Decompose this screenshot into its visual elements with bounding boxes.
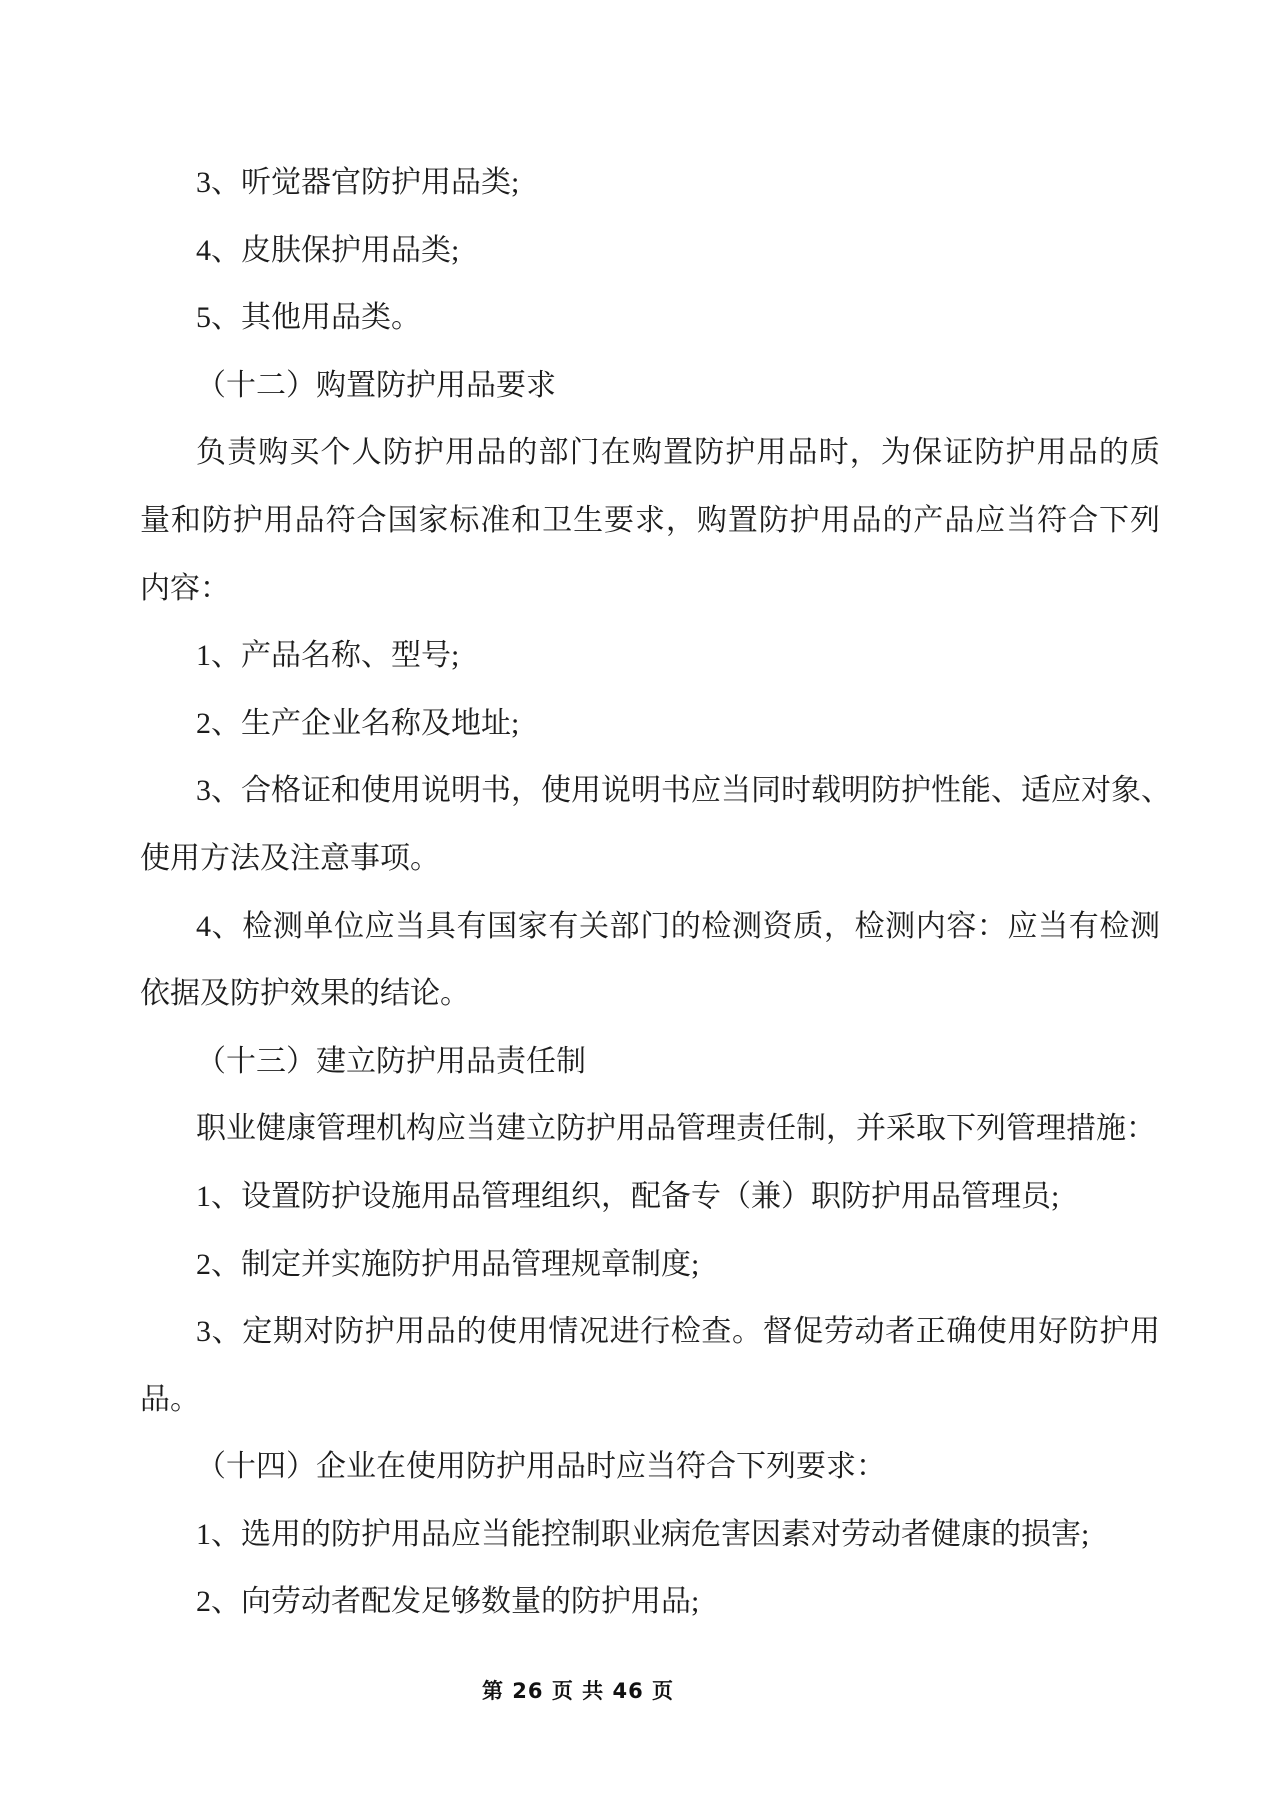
- paragraph-line: 负责购买个人防护用品的部门在购置防护用品时，为保证防护用品的质: [196, 436, 1160, 470]
- paragraph-line: 品。: [140, 1382, 200, 1416]
- list-item: 4、皮肤保护用品类;: [196, 233, 460, 267]
- list-item: 1、选用的防护用品应当能控制职业病危害因素对劳动者健康的损害;: [196, 1517, 1090, 1551]
- paragraph-line: 内容：: [140, 571, 230, 605]
- list-item: 2、生产企业名称及地址;: [196, 706, 520, 740]
- list-item: 2、制定并实施防护用品管理规章制度;: [196, 1247, 700, 1281]
- list-item: 2、向劳动者配发足够数量的防护用品;: [196, 1585, 700, 1619]
- list-item: 5、其他用品类。: [196, 301, 421, 335]
- page-number: 第 26 页 共 46 页: [482, 1679, 675, 1703]
- list-item: 3、听觉器官防护用品类;: [196, 166, 520, 199]
- section-heading: （十三）建立防护用品责任制: [196, 1044, 586, 1078]
- paragraph-line: 3、合格证和使用说明书，使用说明书应当同时载明防护性能、适应对象、: [196, 774, 1171, 808]
- list-item: 1、产品名称、型号;: [196, 639, 460, 673]
- paragraph-line: 量和防护用品符合国家标准和卫生要求，购置防护用品的产品应当符合下列: [140, 503, 1160, 537]
- paragraph-line: 4、检测单位应当具有国家有关部门的检测资质，检测内容：应当有检测: [196, 909, 1160, 943]
- section-heading: （十四）企业在使用防护用品时应当符合下列要求：: [196, 1450, 886, 1484]
- paragraph-line: 3、定期对防护用品的使用情况进行检查。督促劳动者正确使用好防护用: [196, 1315, 1160, 1349]
- list-item: 1、设置防护设施用品管理组织，配备专（兼）职防护用品管理员;: [196, 1179, 1060, 1213]
- document-body: [140, 149, 1171, 1636]
- section-heading: （十二）购置防护用品要求: [196, 368, 556, 402]
- paragraph-line: 使用方法及注意事项。: [140, 841, 440, 875]
- paragraph-line: 职业健康管理机构应当建立防护用品管理责任制，并采取下列管理措施：: [196, 1112, 1156, 1146]
- paragraph-line: 依据及防护效果的结论。: [140, 977, 470, 1011]
